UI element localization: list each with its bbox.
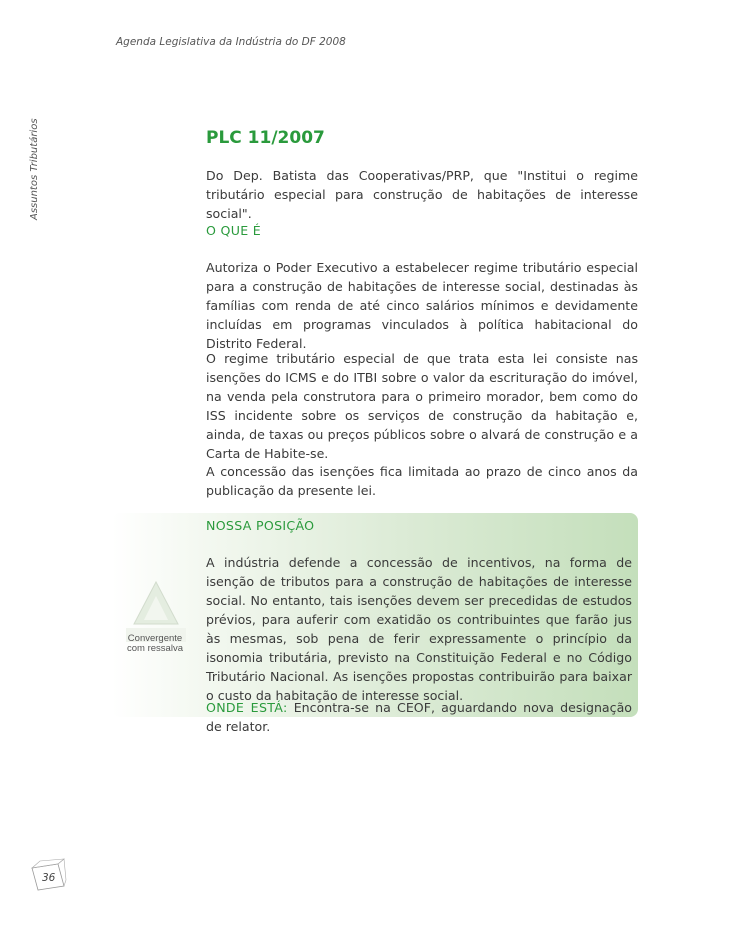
page-number: 36 xyxy=(42,872,56,884)
what-heading: O QUE É xyxy=(206,223,262,238)
seal-label xyxy=(116,634,194,654)
where-text: Encontra-se na CEOF, aguardando nova designação de relator. xyxy=(206,700,632,734)
running-header: Agenda Legislativa da Indústria do DF 2008 xyxy=(116,36,346,48)
position-heading: NOSSA POSIÇÃO xyxy=(206,518,315,533)
position-text: A indústria defende a concessão de incentivos, na forma de isenção de tributos para a construção de habitações de interesse social. No entanto, tais isenções devem ser precedidas de estudos prévios, para auferir com exatidão os contribuintes que farão jus às mesmas, sob pena de ferir expressamente o princípio da isonomia tributária, previsto na Constituição Federal e no Código Tributário Nacional. As isenções propostas contribuirão para baixar o custo da habitação de interesse social. xyxy=(206,555,632,703)
bill-title: PLC 11/2007 xyxy=(206,128,325,148)
section-side-label: Assuntos Tributários xyxy=(29,118,40,220)
where-label: ONDE ESTÁ: xyxy=(206,700,288,715)
seal-label-line-1: Convergente xyxy=(127,633,183,644)
paragraph-3: A concessão das isenções fica limitada ao prazo de cinco anos da publicação da presente lei. xyxy=(206,464,638,498)
where-line xyxy=(206,698,632,736)
seal-label-line-2: com ressalva xyxy=(127,643,183,654)
bill-intro: Do Dep. Batista das Cooperativas/PRP, que "Institui o regime tributário especial para construção de habitações de interesse social". xyxy=(206,168,638,221)
paragraph-1: Autoriza o Poder Executivo a estabelecer regime tributário especial para a construção de habitações de interesse social, destinadas às famílias com renda de até cinco salários mínimos e devidamente incluídas em programas vinculados à política habitacional do Distrito Federal. xyxy=(206,260,638,351)
paragraph-2: O regime tributário especial de que trata esta lei consiste nas isenções do ICMS e do ITBI sobre o valor da escrituração do imóvel, na venda pela construtora para o primeiro morador, bem como do ISS incidente sobre os serviços de construção da habitação e, ainda, de taxas ou preços públicos sobre o alvará de construção e a Carta de Habite-se. xyxy=(206,351,638,461)
